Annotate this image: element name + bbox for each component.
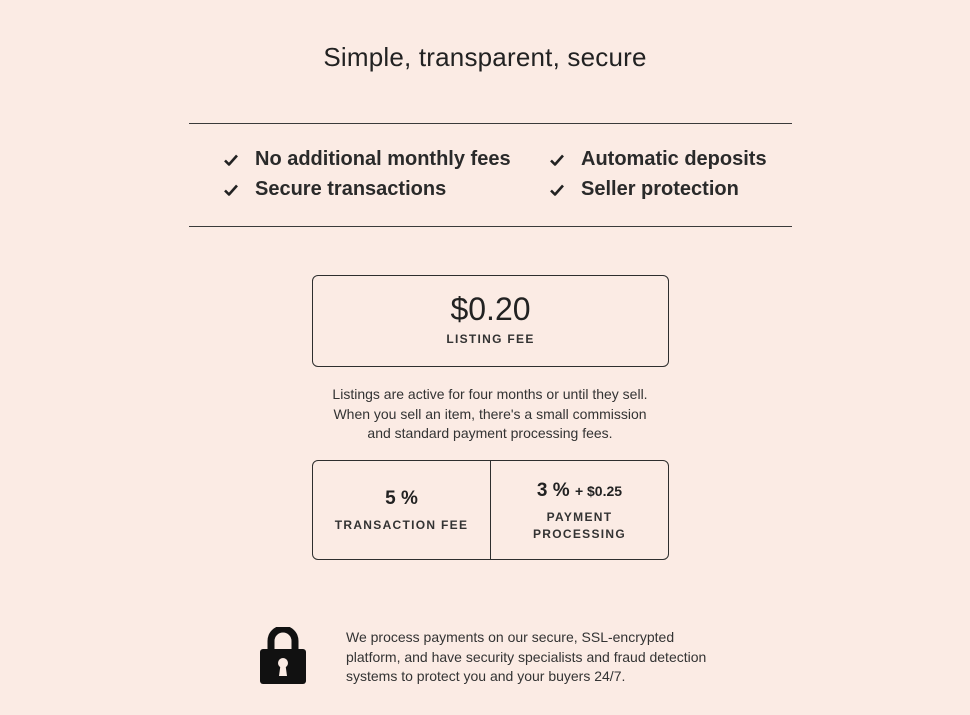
security-line: platform, and have security specialists and fraud detection: [346, 648, 707, 665]
check-icon: [224, 183, 238, 197]
feature-no-monthly-fees: [224, 148, 511, 171]
description-line: and standard payment processing fees.: [367, 425, 613, 441]
top-divider: [189, 123, 792, 124]
description-line: When you sell an item, there's a small commission: [333, 405, 647, 422]
feature-seller-protection: [550, 178, 739, 201]
fees-card: [312, 460, 669, 560]
listing-fee-label: LISTING FEE: [446, 332, 535, 346]
feature-secure-transactions: [224, 178, 446, 201]
transaction-fee-label: TRANSACTION FEE: [334, 518, 469, 532]
feature-label: Seller protection: [581, 178, 739, 200]
processing-fixed-fee: + $0.25: [574, 482, 623, 499]
fee-description: [290, 385, 690, 444]
listing-fee-amount: $0.20: [450, 291, 531, 327]
security-text: [346, 628, 766, 687]
feature-label: Automatic deposits: [581, 148, 767, 170]
security-line: systems to protect you and your buyers 24/7.: [346, 668, 626, 684]
bottom-divider: [189, 226, 792, 227]
security-line: We process payments on our secure, SSL-encrypted: [346, 629, 675, 645]
feature-automatic-deposits: [550, 148, 767, 171]
transaction-fee-cell: [313, 461, 491, 559]
label-line: PAYMENT: [546, 509, 613, 524]
listing-fee-card: [312, 275, 669, 367]
feature-label: No additional monthly fees: [255, 148, 511, 170]
check-icon: [550, 153, 564, 167]
processing-percent: 3 %: [536, 479, 570, 501]
payment-processing-label: [533, 510, 626, 541]
page-title: Simple, transparent, secure: [323, 42, 647, 72]
label-line: PROCESSING: [532, 526, 626, 541]
payment-processing-cell: [491, 461, 668, 559]
transaction-fee-amount: 5 %: [385, 488, 418, 509]
lock-icon: [259, 627, 307, 685]
payment-processing-amount: [537, 480, 622, 502]
description-line: Listings are active for four months or until they sell.: [332, 386, 648, 402]
feature-label: Secure transactions: [255, 178, 447, 200]
check-icon: [224, 153, 238, 167]
check-icon: [550, 183, 564, 197]
